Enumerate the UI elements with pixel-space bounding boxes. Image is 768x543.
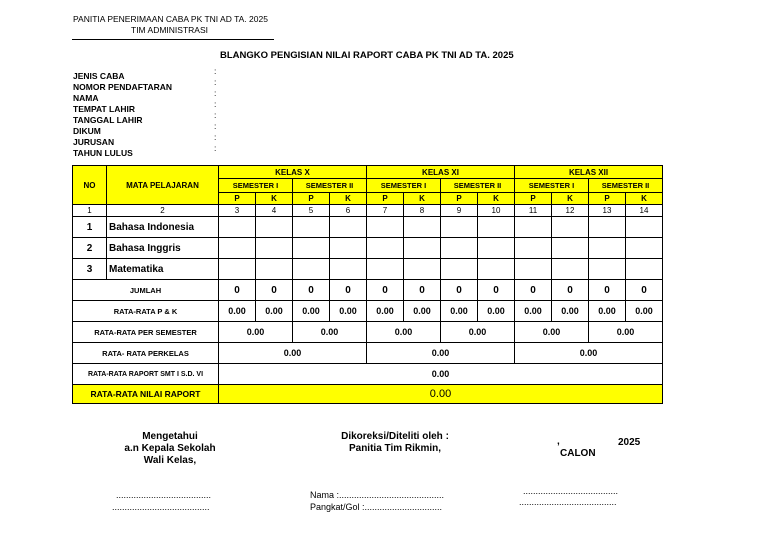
grade-cell[interactable] — [478, 259, 515, 280]
per-semester-value: 0.00 — [293, 322, 367, 343]
col-number: 13 — [589, 205, 626, 217]
per-semester-value: 0.00 — [367, 322, 441, 343]
identity-label: NOMOR PENDAFTARAN — [73, 82, 173, 92]
grade-cell[interactable] — [478, 238, 515, 259]
signature-left-dots-2: ....................................... — [112, 502, 210, 512]
signature-middle-nama: Nama :.......................................... — [310, 490, 445, 500]
identity-row — [73, 88, 293, 103]
identity-colon: : — [214, 88, 217, 98]
subject-name: Bahasa Indonesia — [107, 217, 219, 238]
identity-row — [73, 132, 293, 147]
jumlah-value: 0 — [441, 280, 478, 301]
semester-header: SEMESTER I — [515, 179, 589, 193]
col-number: 4 — [256, 205, 293, 217]
jumlah-value: 0 — [478, 280, 515, 301]
grade-cell[interactable] — [626, 217, 663, 238]
jumlah-value: 0 — [219, 280, 256, 301]
grade-cell[interactable] — [515, 238, 552, 259]
signature-left-line: Wali Kelas, — [143, 455, 197, 466]
subject-row — [73, 259, 663, 280]
signature-right-dots-1: ...................................... — [523, 486, 619, 496]
semester-header: SEMESTER II — [589, 179, 663, 193]
rata-pk-value: 0.00 — [478, 301, 515, 322]
jumlah-value: 0 — [330, 280, 367, 301]
grade-cell[interactable] — [293, 238, 330, 259]
rata-pk-value: 0.00 — [367, 301, 404, 322]
pk-header: K — [626, 193, 663, 205]
form-title: BLANGKO PENGISIAN NILAI RAPORT CABA PK TNI AD TA. 2025 — [220, 50, 514, 61]
jumlah-label: JUMLAH — [73, 280, 219, 301]
grade-cell[interactable] — [256, 238, 293, 259]
signature-right-comma: , — [557, 436, 560, 447]
identity-colon: : — [214, 132, 217, 142]
identity-row — [73, 121, 293, 136]
rata-pk-value: 0.00 — [256, 301, 293, 322]
class-header: KELAS XI — [367, 166, 515, 179]
grade-cell[interactable] — [589, 217, 626, 238]
pk-header: K — [256, 193, 293, 205]
header-underline — [72, 39, 274, 40]
identity-colon: : — [214, 110, 217, 120]
signature-middle-line: Panitia Tim Rikmin, — [348, 443, 442, 454]
per-semester-value: 0.00 — [441, 322, 515, 343]
per-semester-value: 0.00 — [219, 322, 293, 343]
rata-pk-value: 0.00 — [219, 301, 256, 322]
identity-row — [73, 99, 293, 114]
signature-middle — [320, 431, 470, 455]
identity-block — [73, 66, 293, 158]
col-number: 12 — [552, 205, 589, 217]
subject-row — [73, 217, 663, 238]
pk-header: P — [219, 193, 256, 205]
col-number: 11 — [515, 205, 552, 217]
raport-value: 0.00 — [219, 364, 663, 385]
grade-cell[interactable] — [256, 259, 293, 280]
col-number: 7 — [367, 205, 404, 217]
signature-right-year: 2025 — [618, 437, 641, 448]
signature-left-dots-1: ...................................... — [116, 490, 212, 500]
grade-cell[interactable] — [404, 259, 441, 280]
jumlah-value: 0 — [552, 280, 589, 301]
grade-cell[interactable] — [441, 259, 478, 280]
subject-no: 3 — [73, 259, 107, 280]
pk-header: K — [478, 193, 515, 205]
jumlah-value: 0 — [404, 280, 441, 301]
signature-left — [110, 431, 230, 467]
raport-label: RATA-RATA RAPORT SMT I S.D. VI — [73, 364, 219, 385]
per-semester-value: 0.00 — [515, 322, 589, 343]
grade-cell[interactable] — [404, 217, 441, 238]
pk-header: K — [404, 193, 441, 205]
class-header: KELAS X — [219, 166, 367, 179]
subject-name: Matematika — [107, 259, 219, 280]
rata-pk-value: 0.00 — [589, 301, 626, 322]
grade-cell[interactable] — [441, 217, 478, 238]
jumlah-value: 0 — [293, 280, 330, 301]
grade-cell[interactable] — [219, 259, 256, 280]
class-header: KELAS XII — [515, 166, 663, 179]
signature-left-line: a.n Kepala Sekolah — [124, 443, 216, 454]
identity-colon: : — [214, 143, 217, 153]
col-number: 5 — [293, 205, 330, 217]
identity-label: TEMPAT LAHIR — [73, 104, 136, 114]
grade-cell[interactable] — [219, 217, 256, 238]
grade-cell[interactable] — [552, 217, 589, 238]
identity-label: TANGGAL LAHIR — [73, 115, 143, 125]
grade-cell[interactable] — [330, 217, 367, 238]
jumlah-value: 0 — [256, 280, 293, 301]
grade-cell[interactable] — [256, 217, 293, 238]
pk-header: P — [589, 193, 626, 205]
grade-cell[interactable] — [626, 259, 663, 280]
per-kelas-label: RATA- RATA PERKELAS — [73, 343, 219, 364]
col-number: 6 — [330, 205, 367, 217]
committee-name: PANITIA PENERIMAAN CABA PK TNI AD TA. 2025 — [73, 14, 268, 24]
col-number: 8 — [404, 205, 441, 217]
semester-header: SEMESTER I — [219, 179, 293, 193]
semester-header: SEMESTER II — [293, 179, 367, 193]
signature-middle-line: Dikoreksi/Diteliti oleh : — [341, 431, 449, 442]
jumlah-value: 0 — [367, 280, 404, 301]
grade-cell[interactable] — [293, 259, 330, 280]
jumlah-value: 0 — [589, 280, 626, 301]
col-number: 1 — [73, 205, 107, 217]
grade-cell[interactable] — [515, 259, 552, 280]
pk-header: P — [441, 193, 478, 205]
rata-pk-value: 0.00 — [293, 301, 330, 322]
col-no-header: NO — [73, 166, 107, 205]
grade-cell[interactable] — [219, 238, 256, 259]
grade-cell[interactable] — [552, 259, 589, 280]
col-subject-header: MATA PELAJARAN — [107, 166, 219, 205]
identity-row — [73, 66, 293, 81]
grade-cell[interactable] — [589, 238, 626, 259]
grades-table — [72, 165, 663, 404]
per-kelas-row — [73, 343, 663, 364]
final-value: 0.00 — [219, 385, 663, 404]
identity-colon: : — [214, 77, 217, 87]
semester-header: SEMESTER I — [367, 179, 441, 193]
identity-label: TAHUN LULUS — [73, 148, 133, 158]
col-number: 3 — [219, 205, 256, 217]
grade-cell[interactable] — [626, 238, 663, 259]
col-number: 10 — [478, 205, 515, 217]
grade-cell[interactable] — [552, 238, 589, 259]
identity-label: JENIS CABA — [73, 71, 125, 81]
grade-cell[interactable] — [404, 238, 441, 259]
signature-right-calon: CALON — [560, 448, 596, 459]
rata-pk-value: 0.00 — [404, 301, 441, 322]
grade-cell[interactable] — [367, 217, 404, 238]
per-semester-value: 0.00 — [589, 322, 663, 343]
identity-row — [73, 77, 293, 92]
per-kelas-value: 0.00 — [515, 343, 663, 364]
identity-row — [73, 143, 293, 158]
grade-cell[interactable] — [589, 259, 626, 280]
jumlah-value: 0 — [515, 280, 552, 301]
identity-row — [73, 110, 293, 125]
per-kelas-value: 0.00 — [219, 343, 367, 364]
rata-pk-value: 0.00 — [330, 301, 367, 322]
grade-cell[interactable] — [441, 238, 478, 259]
grade-cell[interactable] — [367, 259, 404, 280]
subject-no: 1 — [73, 217, 107, 238]
semester-header: SEMESTER II — [441, 179, 515, 193]
final-row — [73, 385, 663, 404]
grade-cell[interactable] — [330, 259, 367, 280]
rata-pk-value: 0.00 — [626, 301, 663, 322]
subject-row — [73, 238, 663, 259]
subject-no: 2 — [73, 238, 107, 259]
jumlah-row — [73, 280, 663, 301]
pk-header: P — [515, 193, 552, 205]
grade-cell[interactable] — [330, 238, 367, 259]
rata-pk-value: 0.00 — [515, 301, 552, 322]
identity-colon: : — [214, 121, 217, 131]
grade-cell[interactable] — [478, 217, 515, 238]
grade-cell[interactable] — [293, 217, 330, 238]
final-label: RATA-RATA NILAI RAPORT — [73, 385, 219, 404]
identity-label: JURUSAN — [73, 137, 115, 147]
pk-header: K — [330, 193, 367, 205]
rata-pk-row — [73, 301, 663, 322]
pk-header: P — [367, 193, 404, 205]
col-number: 9 — [441, 205, 478, 217]
pk-header: K — [552, 193, 589, 205]
col-number: 14 — [626, 205, 663, 217]
subject-name: Bahasa Inggris — [107, 238, 219, 259]
per-kelas-value: 0.00 — [367, 343, 515, 364]
signature-left-line: Mengetahui — [142, 431, 198, 442]
rata-pk-value: 0.00 — [441, 301, 478, 322]
jumlah-value: 0 — [626, 280, 663, 301]
signature-middle-pangkat: Pangkat/Gol :............................... — [310, 502, 443, 512]
grade-cell[interactable] — [367, 238, 404, 259]
identity-label: NAMA — [73, 93, 99, 103]
identity-colon: : — [214, 99, 217, 109]
per-semester-label: RATA-RATA PER SEMESTER — [73, 322, 219, 343]
raport-row — [73, 364, 663, 385]
identity-colon: : — [214, 66, 217, 76]
signature-right-dots-2: ....................................... — [519, 497, 617, 507]
rata-pk-label: RATA-RATA P & K — [73, 301, 219, 322]
pk-header: P — [293, 193, 330, 205]
grade-cell[interactable] — [515, 217, 552, 238]
col-number: 2 — [107, 205, 219, 217]
rata-pk-value: 0.00 — [552, 301, 589, 322]
identity-label: DIKUM — [73, 126, 101, 136]
per-semester-row — [73, 322, 663, 343]
team-name: TIM ADMINISTRASI — [131, 25, 208, 35]
